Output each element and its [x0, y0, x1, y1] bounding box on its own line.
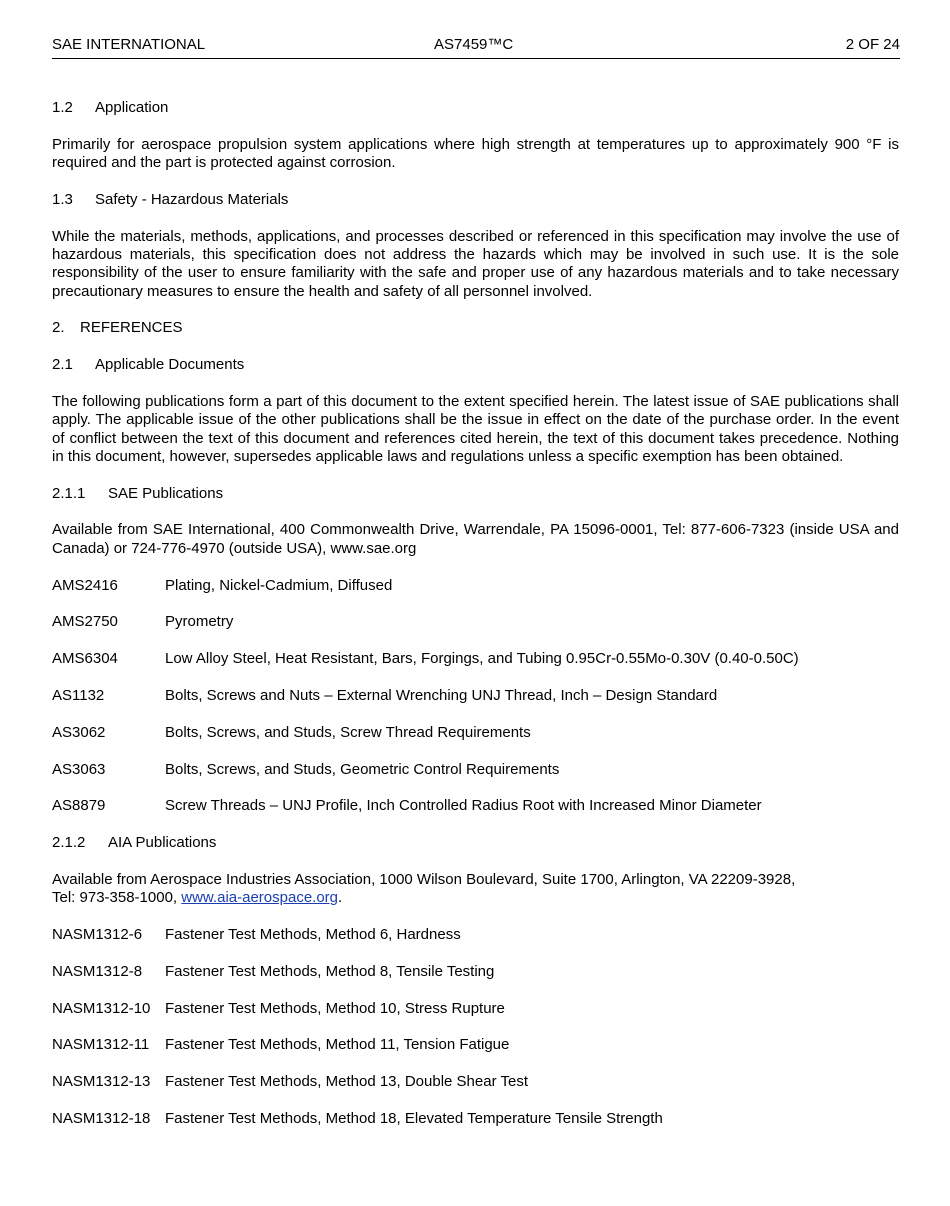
- reference-code: NASM1312-11: [52, 1036, 150, 1054]
- section-title: Safety - Hazardous Materials: [95, 190, 289, 208]
- body-line-2-suffix: .: [338, 889, 343, 907]
- section-2-1-heading: [52, 356, 899, 374]
- reference-row: [52, 687, 899, 705]
- section-title: Applicable Documents: [95, 356, 245, 374]
- reference-row: [52, 724, 899, 742]
- reference-code: NASM1312-18: [52, 1110, 151, 1127]
- section-1-3-body: While the materials, methods, applications, and processes described or referenced in this specification may involve the use of hazardous materials, this specification does not address the hazards which may be involved in such use. It is the sole responsibility of the user to ensure familiarity with the safe and proper use of any hazardous materials and to take necessary precautionary measures to ensure the health and safety of all personnel involved.: [52, 227, 899, 300]
- reference-title: Fastener Test Methods, Method 6, Hardness: [165, 926, 461, 944]
- document-body: [52, 99, 899, 1147]
- reference-title: Bolts, Screws, and Studs, Geometric Control Requirements: [165, 760, 560, 778]
- reference-title: Low Alloy Steel, Heat Resistant, Bars, Forgings, and Tubing 0.95Cr-0.55Mo-0.30V (0.40-0.50C): [165, 650, 799, 668]
- reference-code: AMS6304: [52, 650, 118, 668]
- body-line-2-prefix: Tel: 973-358-1000,: [52, 889, 182, 907]
- reference-title: Fastener Test Methods, Method 11, Tension Fatigue: [165, 1036, 510, 1054]
- reference-title: Fastener Test Methods, Method 10, Stress Rupture: [165, 999, 505, 1017]
- body-line-1: Available from Aerospace Industries Association, 1000 Wilson Boulevard, Suite 1700, Arlington, VA 22209-3928,: [52, 870, 796, 888]
- reference-title: Fastener Test Methods, Method 8, Tensile Testing: [165, 962, 495, 980]
- section-title: AIA Publications: [108, 834, 217, 852]
- reference-code: AS1132: [52, 686, 105, 704]
- reference-code: AS3062: [52, 723, 106, 741]
- reference-row: [52, 761, 899, 779]
- reference-title: Bolts, Screws and Nuts – External Wrenching UNJ Thread, Inch – Design Standard: [165, 686, 718, 704]
- page-header: [52, 36, 900, 59]
- header-page-number: 2 OF 24: [845, 36, 900, 53]
- reference-row: [52, 963, 899, 981]
- reference-row: [52, 613, 899, 631]
- section-2-1-2-body: [52, 871, 899, 908]
- section-title: Application: [95, 99, 169, 116]
- section-2-1-2-heading: [52, 834, 899, 852]
- reference-row: [52, 1000, 899, 1018]
- reference-title: Fastener Test Methods, Method 18, Elevated Temperature Tensile Strength: [165, 1110, 663, 1127]
- reference-title: Bolts, Screws, and Studs, Screw Thread Requirements: [165, 723, 531, 741]
- reference-row: [52, 650, 899, 668]
- reference-code: NASM1312-8: [52, 962, 143, 980]
- section-1-3-heading: [52, 191, 899, 209]
- header-doc-id: AS7459™C: [434, 36, 514, 53]
- section-title: REFERENCES: [80, 319, 183, 337]
- reference-row: [52, 797, 899, 815]
- reference-row: [52, 926, 899, 944]
- reference-code: AMS2416: [52, 576, 118, 594]
- reference-code: NASM1312-6: [52, 926, 143, 944]
- section-number: 2.1.2: [52, 834, 86, 852]
- reference-row: [52, 1036, 899, 1054]
- section-1-2-heading: [52, 99, 899, 117]
- section-number: 1.3: [52, 190, 73, 208]
- section-number: 1.2: [52, 99, 73, 116]
- section-number: 2.1.1: [52, 484, 86, 502]
- reference-code: AS3063: [52, 760, 106, 778]
- section-2-1-1-body: Available from SAE International, 400 Commonwealth Drive, Warrendale, PA 15096-0001, Tel: 877-606-7323 (inside USA and Canada) or 724-776-4970 (outside USA), www.sae.org: [52, 521, 899, 557]
- section-number: 2.: [52, 319, 65, 337]
- aia-website-link[interactable]: www.aia-aerospace.org: [181, 889, 339, 907]
- section-1-2-body: Primarily for aerospace propulsion system applications where high strength at temperatures up to approximately 900 °F is required and the part is protected against corrosion.: [52, 135, 899, 172]
- section-2-1-body: The following publications form a part of this document to the extent specified herein. The latest issue of SAE publications shall apply. The applicable issue of the other publications shall be the issue in effect on the date of the purchase order. In the event of conflict between the text of this document and references cited herein, the text of this document takes precedence. Nothing in this document, however, supersedes applicable laws and regulations unless a specific exemption has been obtained.: [52, 392, 899, 465]
- section-number: 2.1: [52, 356, 73, 374]
- reference-title: Fastener Test Methods, Method 13, Double Shear Test: [165, 1073, 528, 1091]
- reference-row: [52, 1110, 899, 1128]
- section-title: SAE Publications: [108, 484, 224, 502]
- reference-title: Pyrometry: [165, 613, 234, 631]
- reference-row: [52, 1073, 899, 1091]
- section-2-1-1-heading: [52, 485, 899, 503]
- section-2-heading: [52, 319, 899, 337]
- reference-code: NASM1312-10: [52, 999, 151, 1017]
- reference-title: Screw Threads – UNJ Profile, Inch Controlled Radius Root with Increased Minor Diameter: [165, 797, 762, 815]
- reference-code: AMS2750: [52, 613, 118, 631]
- reference-row: [52, 577, 899, 595]
- header-org: SAE INTERNATIONAL: [52, 36, 206, 53]
- reference-code: NASM1312-13: [52, 1073, 151, 1091]
- reference-code: AS8879: [52, 797, 106, 815]
- reference-title: Plating, Nickel-Cadmium, Diffused: [165, 576, 393, 594]
